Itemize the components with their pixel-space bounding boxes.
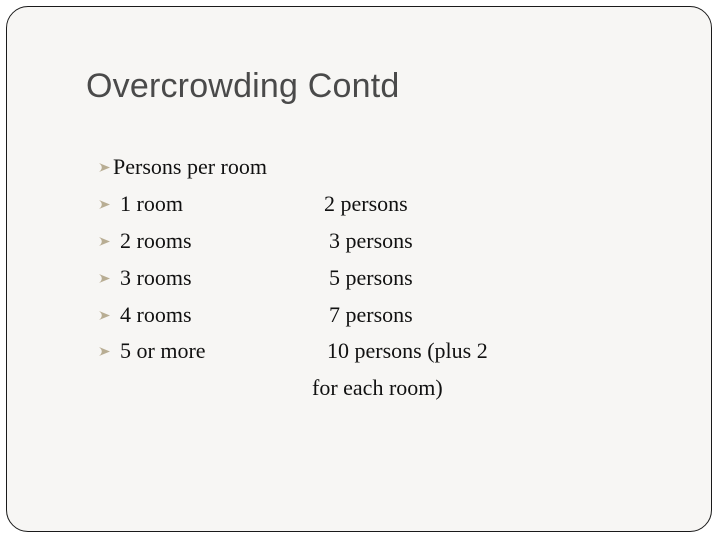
table-row [98,263,538,293]
heading-label: Persons per room [113,154,267,179]
bullet-icon [98,226,112,256]
bullet-icon [98,300,112,330]
bullet-icon [98,189,112,219]
slide-frame [6,6,712,532]
heading-row [98,152,358,182]
persons-value: 3 persons [329,228,413,253]
table-row [98,336,538,366]
persons-value: 5 persons [329,265,413,290]
bullet-icon [98,263,112,293]
bullet-icon [98,152,112,182]
continuation-line: for each room) [312,375,443,400]
table-row [98,189,538,219]
persons-value: 7 persons [329,302,413,327]
persons-value: 2 persons [324,191,408,216]
rooms-label: 2 rooms [120,228,192,253]
rooms-label: 4 rooms [120,302,192,327]
rooms-label: 3 rooms [120,265,192,290]
persons-value: 10 persons (plus 2 [327,338,488,363]
rooms-label: 1 room [120,191,183,216]
slide-title: Overcrowding Contd [86,67,400,105]
table-row [98,226,538,256]
rooms-label: 5 or more [120,338,206,363]
bullet-icon [98,336,112,366]
table-row [98,300,538,330]
